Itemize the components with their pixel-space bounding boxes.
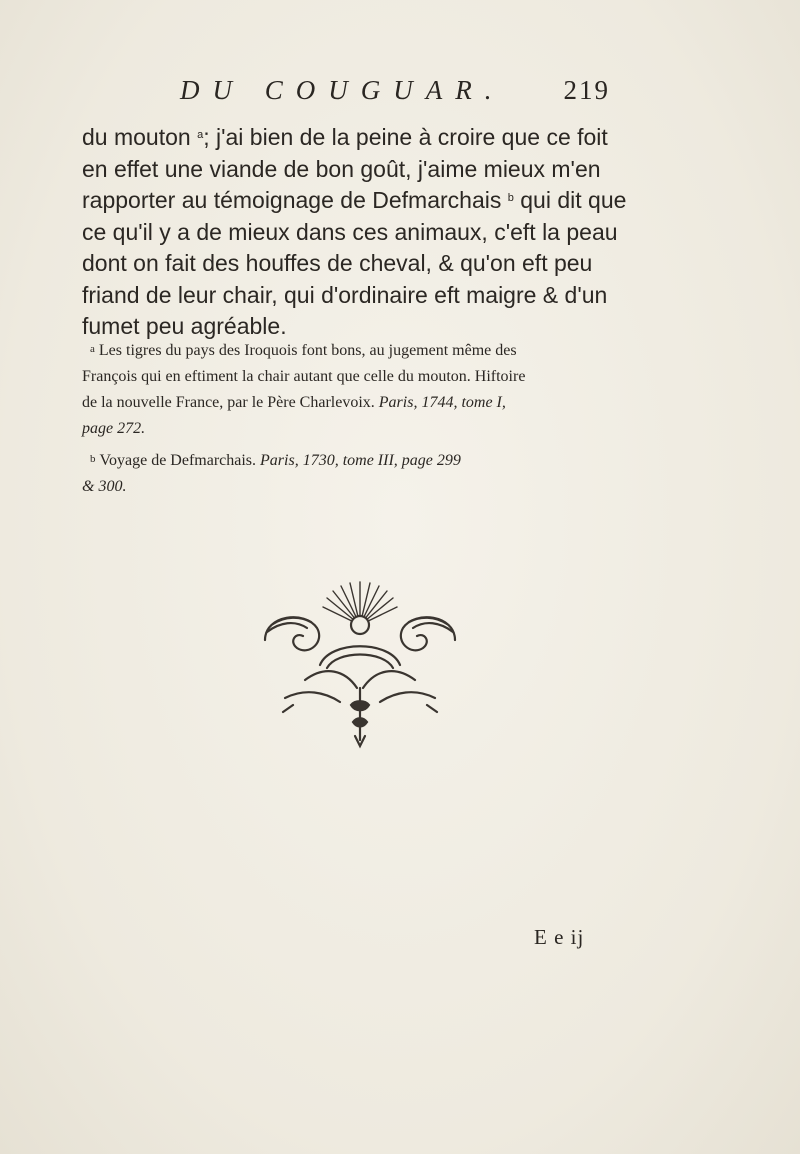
- text-line: fumet peu agréable.: [82, 313, 287, 339]
- text-line: en effet une viande de bon goût, j'aime mieux m'en: [82, 155, 601, 182]
- signature-mark: E e ij: [534, 925, 585, 949]
- text-line: friand de leur chair, qui d'ordinaire eft maigre & d'un: [82, 281, 608, 308]
- footnote-b-line: & 300.: [82, 478, 127, 495]
- text-line: ce qu'il y a de mieux dans ces animaux, c'eft la peau: [82, 218, 618, 245]
- text-line: du mouton $^a$; j'ai bien de la peine à croire que ce foit: [82, 124, 608, 150]
- footnote-ref-a: a: [197, 129, 204, 141]
- footnote-a: $^a$ Les tigres du pays des Iroquois font bons, au jugement même des: [90, 342, 517, 359]
- page-header: [180, 75, 610, 115]
- footnote-a-line: de la nouvelle France, par le Père Charlevoix. Paris, 1744, tome I,: [82, 394, 506, 411]
- printers-ornament-icon: [245, 570, 475, 750]
- main-paragraph: [82, 122, 627, 343]
- footnote-ref-b: b: [507, 192, 514, 204]
- text-line: rapporter au témoignage de Defmarchais $^b$ qui dit que: [82, 187, 627, 213]
- footnote-marker-a: a: [90, 343, 95, 355]
- footnote-b: $^b$ Voyage de Defmarchais. Paris, 1730, tome III, page 299: [90, 452, 461, 469]
- footnote-marker-b: b: [90, 453, 96, 465]
- page-number: 219: [563, 75, 610, 105]
- footnote-a-line: François qui en eftiment la chair autant que celle du mouton. Hiftoire: [82, 368, 526, 385]
- running-title: DU COUGUAR.: [180, 75, 505, 105]
- text-line: dont on fait des houffes de cheval, & qu'on eft peu: [82, 250, 593, 276]
- footnote-a-line: page 272.: [82, 420, 146, 437]
- footnotes: [82, 338, 642, 500]
